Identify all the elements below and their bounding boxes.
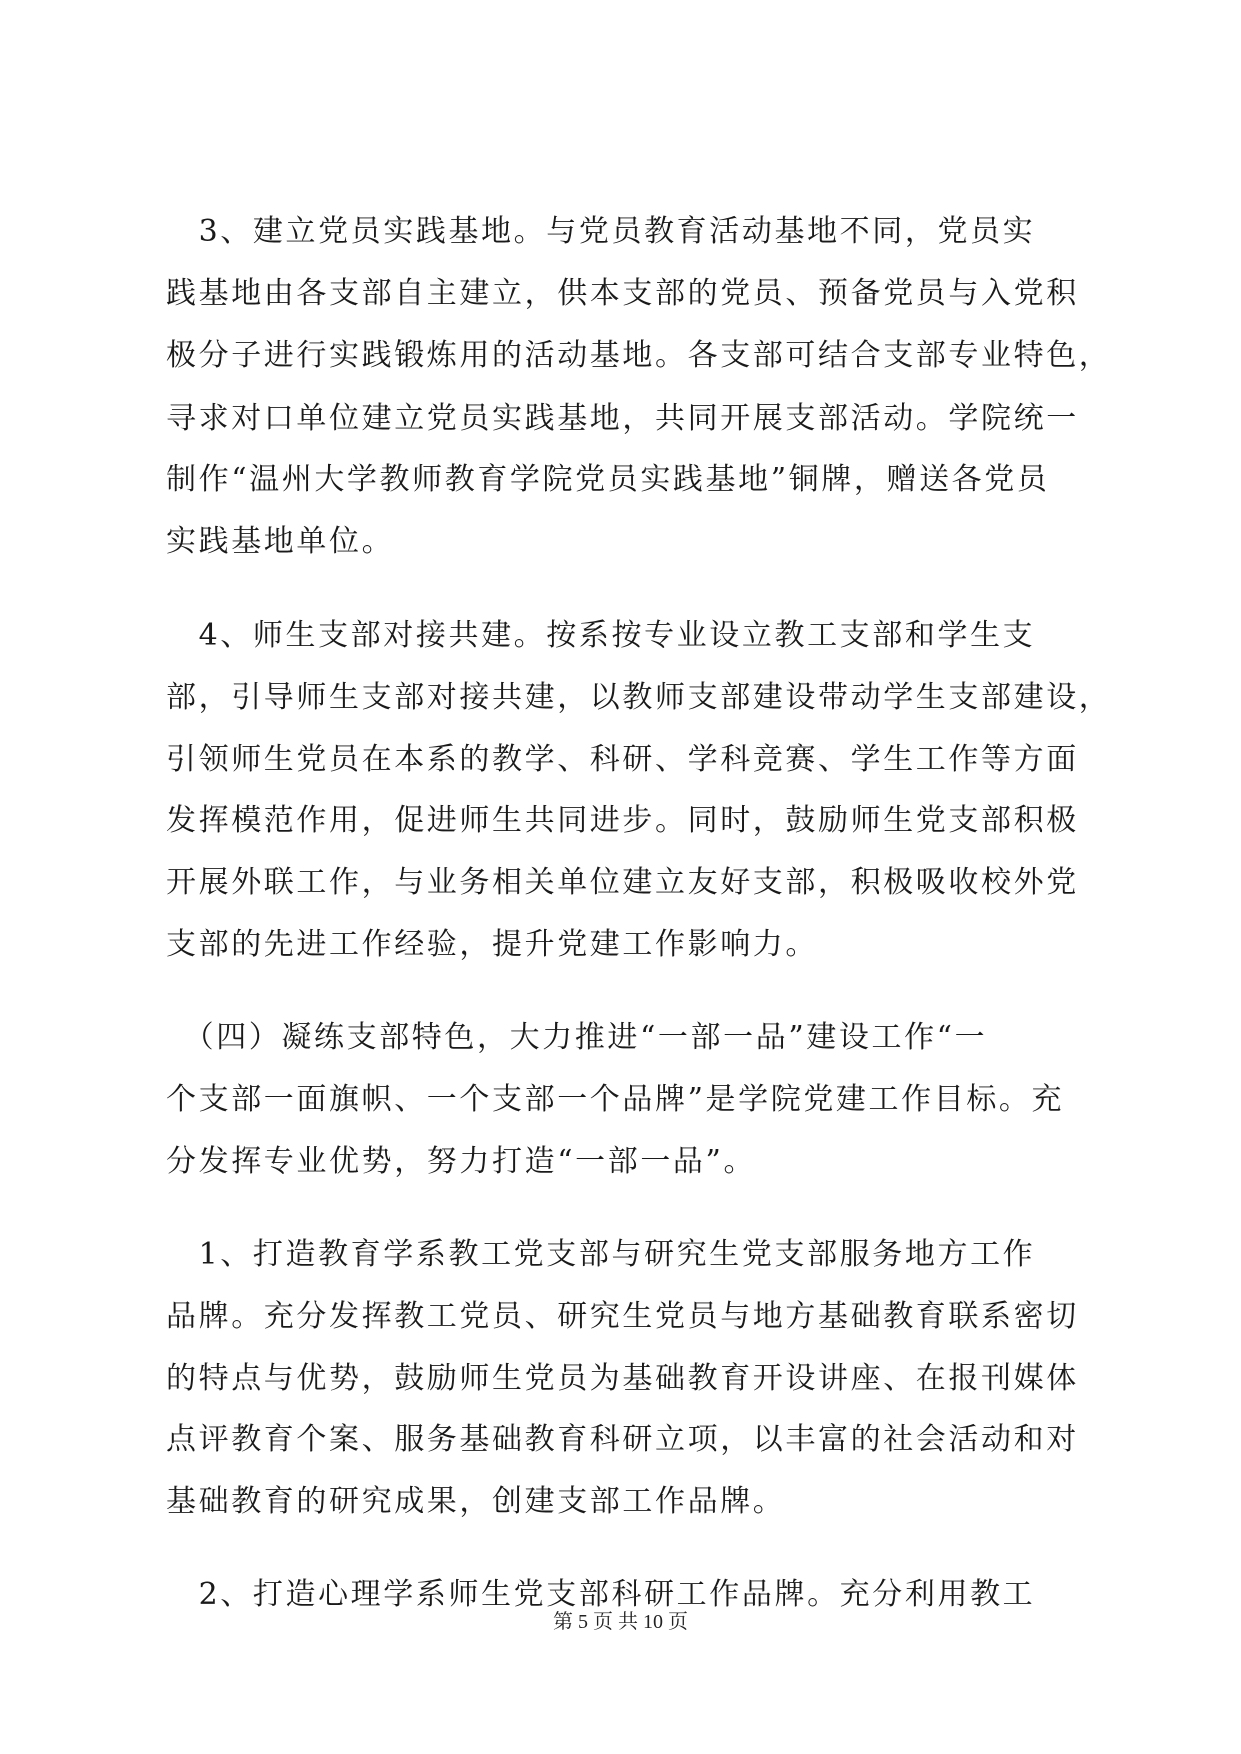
text-line: 实践基地单位。 <box>166 524 395 559</box>
text-line: 践基地由各支部自主建立，供本支部的党员、预备党员与入党积 <box>166 276 1079 311</box>
text-line: 极分子进行实践锻炼用的活动基地。各支部可结合支部专业特色， <box>166 338 1112 373</box>
text-line: 点评教育个案、服务基础教育科研立项，以丰富的社会活动和对 <box>166 1422 1079 1457</box>
text-line: 个支部一面旗帜、一个支部一个品牌”是学院党建工作目标。充 <box>166 1082 1065 1117</box>
text-line: 支部的先进工作经验，提升党建工作影响力。 <box>166 927 818 962</box>
text-line: 3、建立党员实践基地。与党员教育活动基地不同，党员实 <box>166 214 1036 249</box>
text-line: 发挥模范作用，促进师生共同进步。同时，鼓励师生党支部积极 <box>166 803 1079 838</box>
text-line: 开展外联工作，与业务相关单位建立友好支部，积极吸收校外党 <box>166 865 1079 900</box>
text-line: 制作“温州大学教师教育学院党员实践基地”铜牌，赠送各党员 <box>166 462 1050 497</box>
text-line: 分发挥专业优势，努力打造“一部一品”。 <box>166 1144 757 1179</box>
text-line: 2、打造心理学系师生党支部科研工作品牌。充分利用教工 <box>166 1577 1036 1612</box>
text-line: 寻求对口单位建立党员实践基地，共同开展支部活动。学院统一 <box>166 401 1079 436</box>
text-line: 品牌。充分发挥教工党员、研究生党员与地方基础教育联系密切 <box>166 1299 1079 1334</box>
text-line: （四）凝练支部特色，大力推进“一部一品”建设工作“一 <box>166 1020 988 1055</box>
text-line: 引领师生党员在本系的教学、科研、学科竞赛、学生工作等方面 <box>166 742 1079 777</box>
text-line: 1、打造教育学系教工党支部与研究生党支部服务地方工作 <box>166 1237 1036 1272</box>
text-line: 基础教育的研究成果，创建支部工作品牌。 <box>166 1484 786 1519</box>
text-line: 部，引导师生支部对接共建，以教师支部建设带动学生支部建设， <box>166 680 1112 715</box>
text-line: 的特点与优势，鼓励师生党员为基础教育开设讲座、在报刊媒体 <box>166 1361 1079 1396</box>
text-line: 4、师生支部对接共建。按系按专业设立教工支部和学生支 <box>166 618 1036 653</box>
page-number: 第 5 页 共 10 页 <box>553 1611 688 1633</box>
